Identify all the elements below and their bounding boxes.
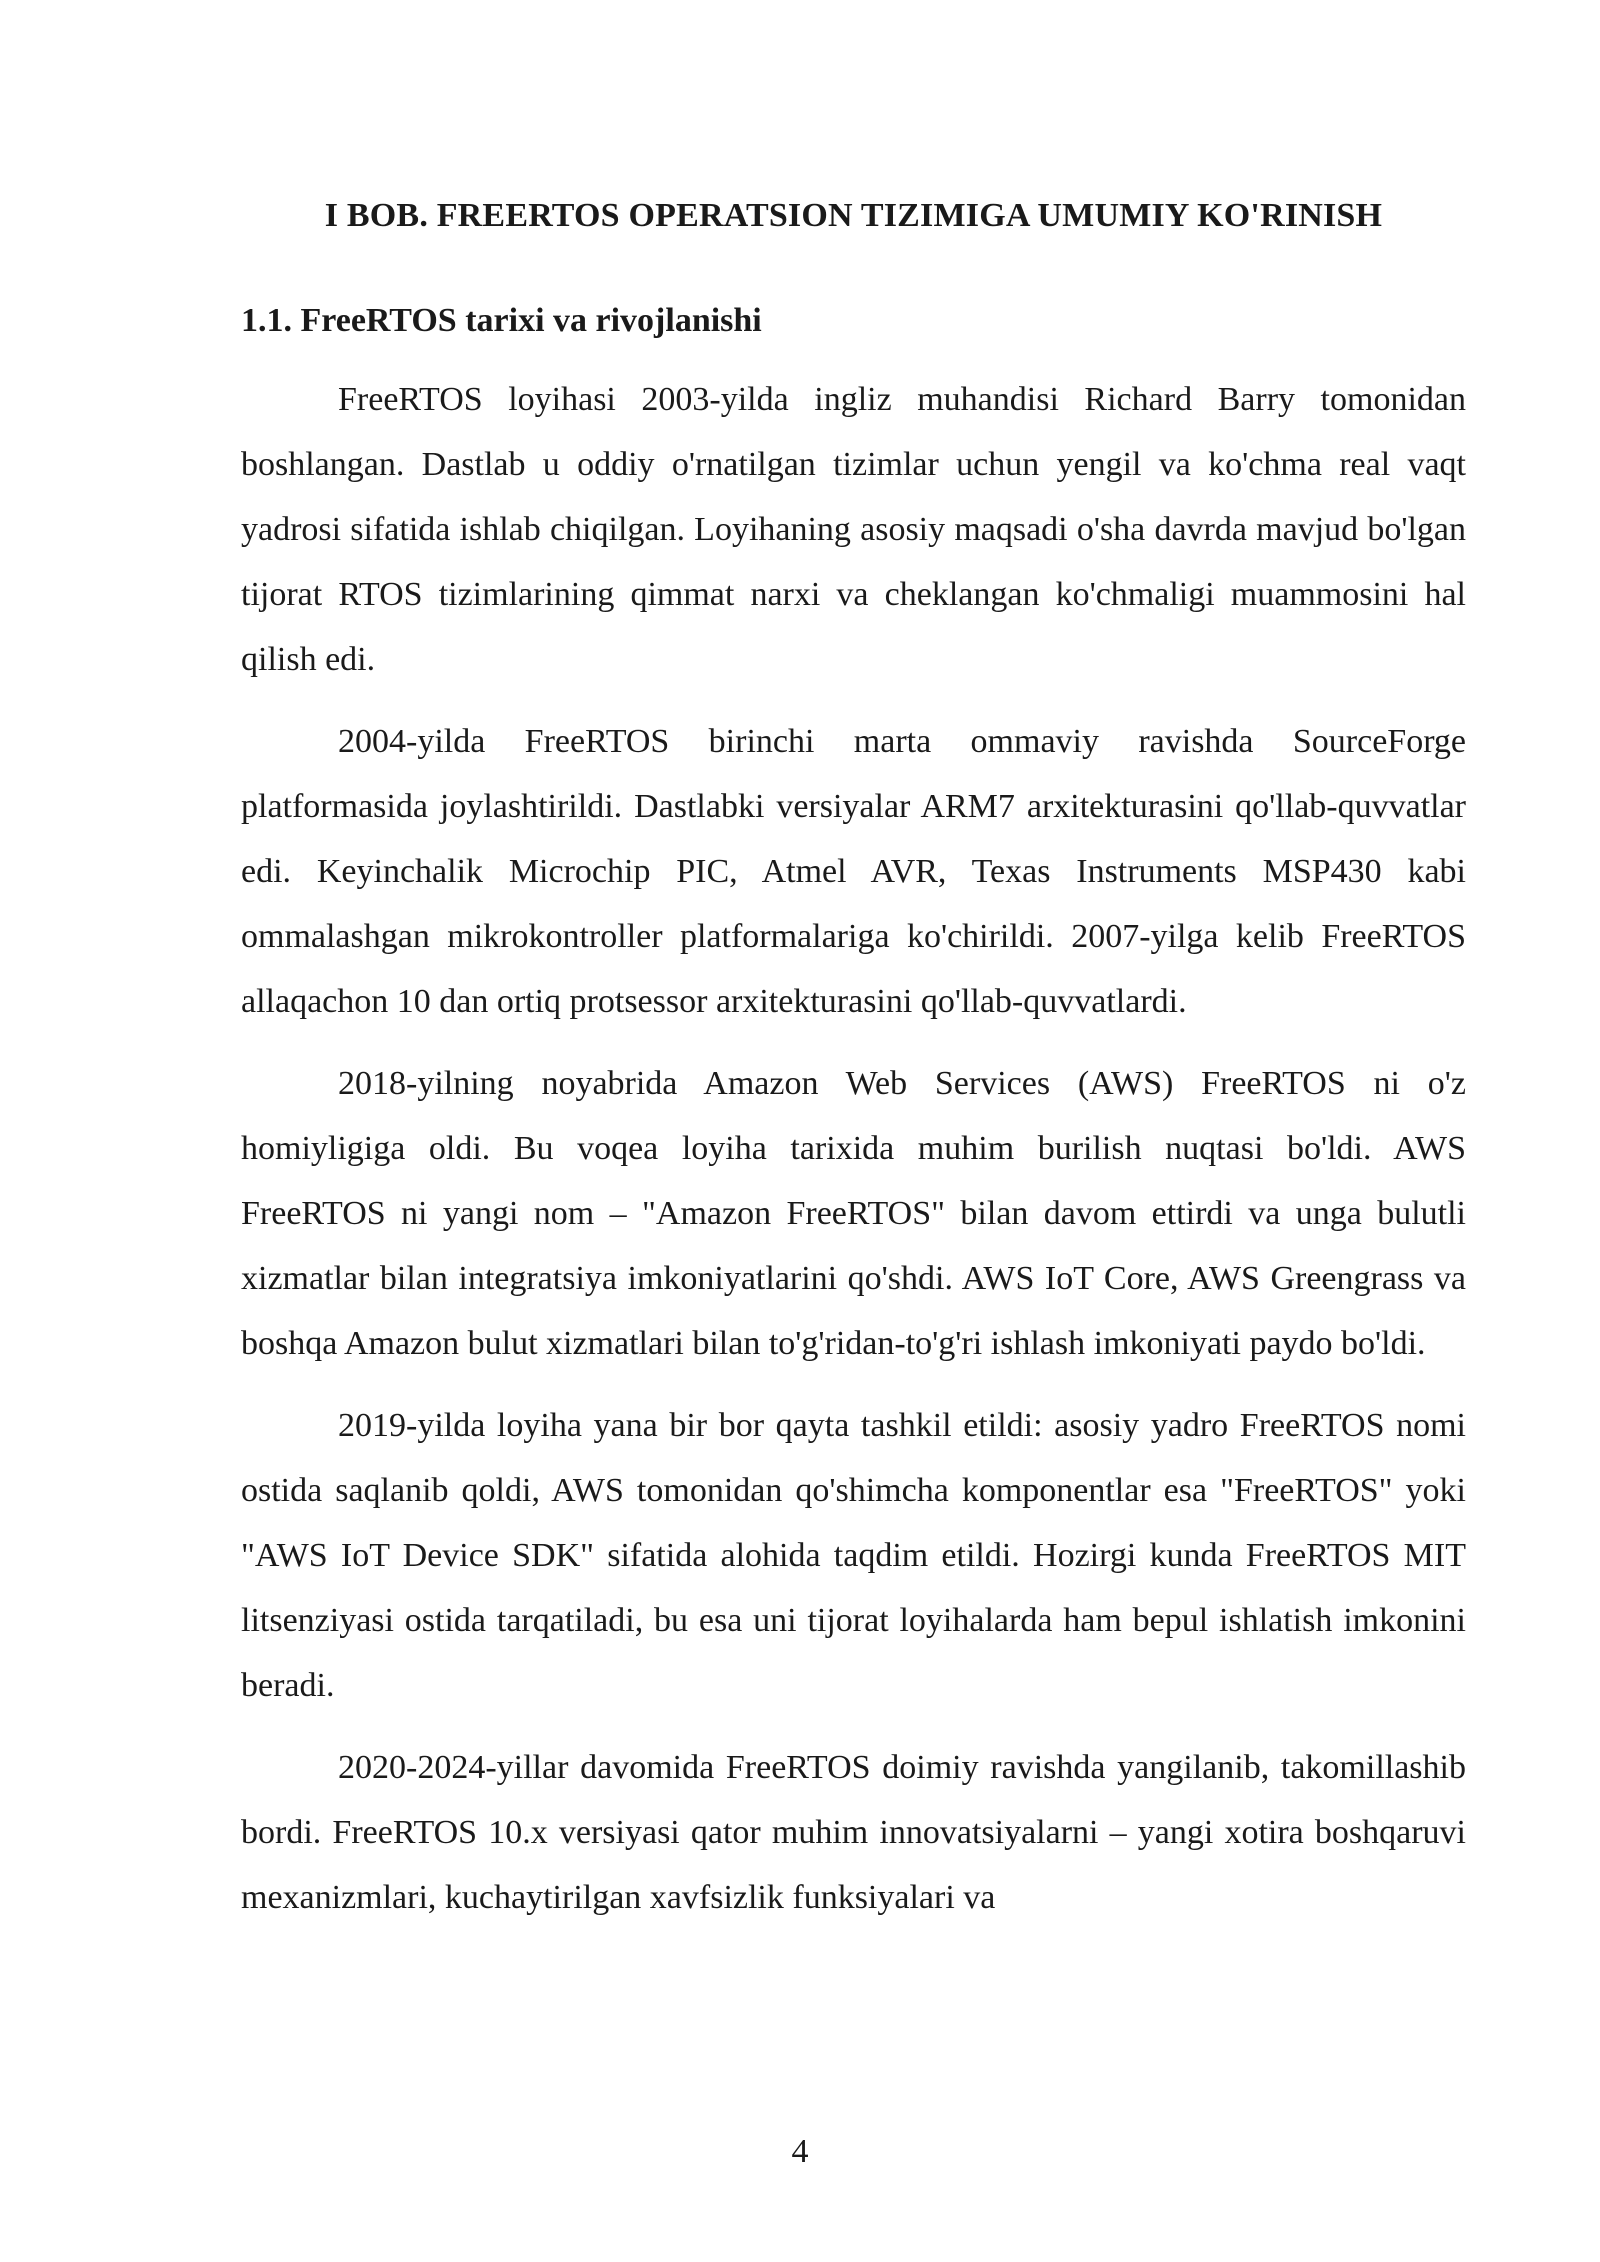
body-paragraph: 2018-yilning noyabrida Amazon Web Services (AWS) FreeRTOS ni o'z homiyligiga oldi. Bu voqea loyiha tarixida muhim burilish nuqtasi bo'ldi. AWS FreeRTOS ni yangi nom – "Amazon FreeRTOS" bilan davom ettirdi va unga bulutli xizmatlar bilan integratsiya imkoniyatlarini qo'shdi. AWS IoT Core, AWS Greengrass va boshqa Amazon bulut xizmatlari bilan to'g'ridan-to'g'ri ishlash imkoniyati paydo bo'ldi. xyxy=(241,1065,1466,1362)
page-content xyxy=(241,186,1466,1930)
body-paragraph: 2019-yilda loyiha yana bir bor qayta tashkil etildi: asosiy yadro FreeRTOS nomi ostida saqlanib qoldi, AWS tomonidan qo'shimcha komponentlar esa "FreeRTOS" yoki "AWS IoT Device SDK" sifatida alohida taqdim etildi. Hozirgi kunda FreeRTOS MIT litsenziyasi ostida tarqatiladi, bu esa uni tijorat loyihalarda ham bepul ishlatish imkonini beradi. xyxy=(241,1407,1466,1704)
body-paragraph: FreeRTOS loyihasi 2003-yilda ingliz muhandisi Richard Barry tomonidan boshlangan. Dastlab u oddiy o'rnatilgan tizimlar uchun yengil va ko'chma real vaqt yadrosi sifatida ishlab chiqilgan. Loyihaning asosiy maqsadi o'sha davrda mavjud bo'lgan tijorat RTOS tizimlarining qimmat narxi va cheklangan ko'chmaligi muammosini hal qilish edi. xyxy=(241,381,1466,678)
body-paragraph: 2020-2024-yillar davomida FreeRTOS doimiy ravishda yangilanib, takomillashib bordi. FreeRTOS 10.x versiyasi qator muhim innovatsiyalarni – yangi xotira boshqaruvi mexanizmlari, kuchaytirilgan xavfsizlik funksiyalari va xyxy=(241,1749,1466,1916)
section-title: 1.1. FreeRTOS tarixi va rivojlanishi xyxy=(241,302,762,339)
page-number: 4 xyxy=(791,2133,809,2170)
chapter-title: I BOB. FREERTOS OPERATSION TIZIMIGA UMUMIY KO'RINISH xyxy=(324,197,1383,234)
body-paragraph: 2004-yilda FreeRTOS birinchi marta ommaviy ravishda SourceForge platformasida joylashtirildi. Dastlabki versiyalar ARM7 arxitekturasini qo'llab-quvvatlar edi. Keyinchalik Microchip PIC, Atmel AVR, Texas Instruments MSP430 kabi ommalashgan mikrokontroller platformalariga ko'chirildi. 2007-yilga kelib FreeRTOS allaqachon 10 dan ortiq protsessor arxitekturasini qo'llab-quvvatlardi. xyxy=(241,723,1466,1020)
